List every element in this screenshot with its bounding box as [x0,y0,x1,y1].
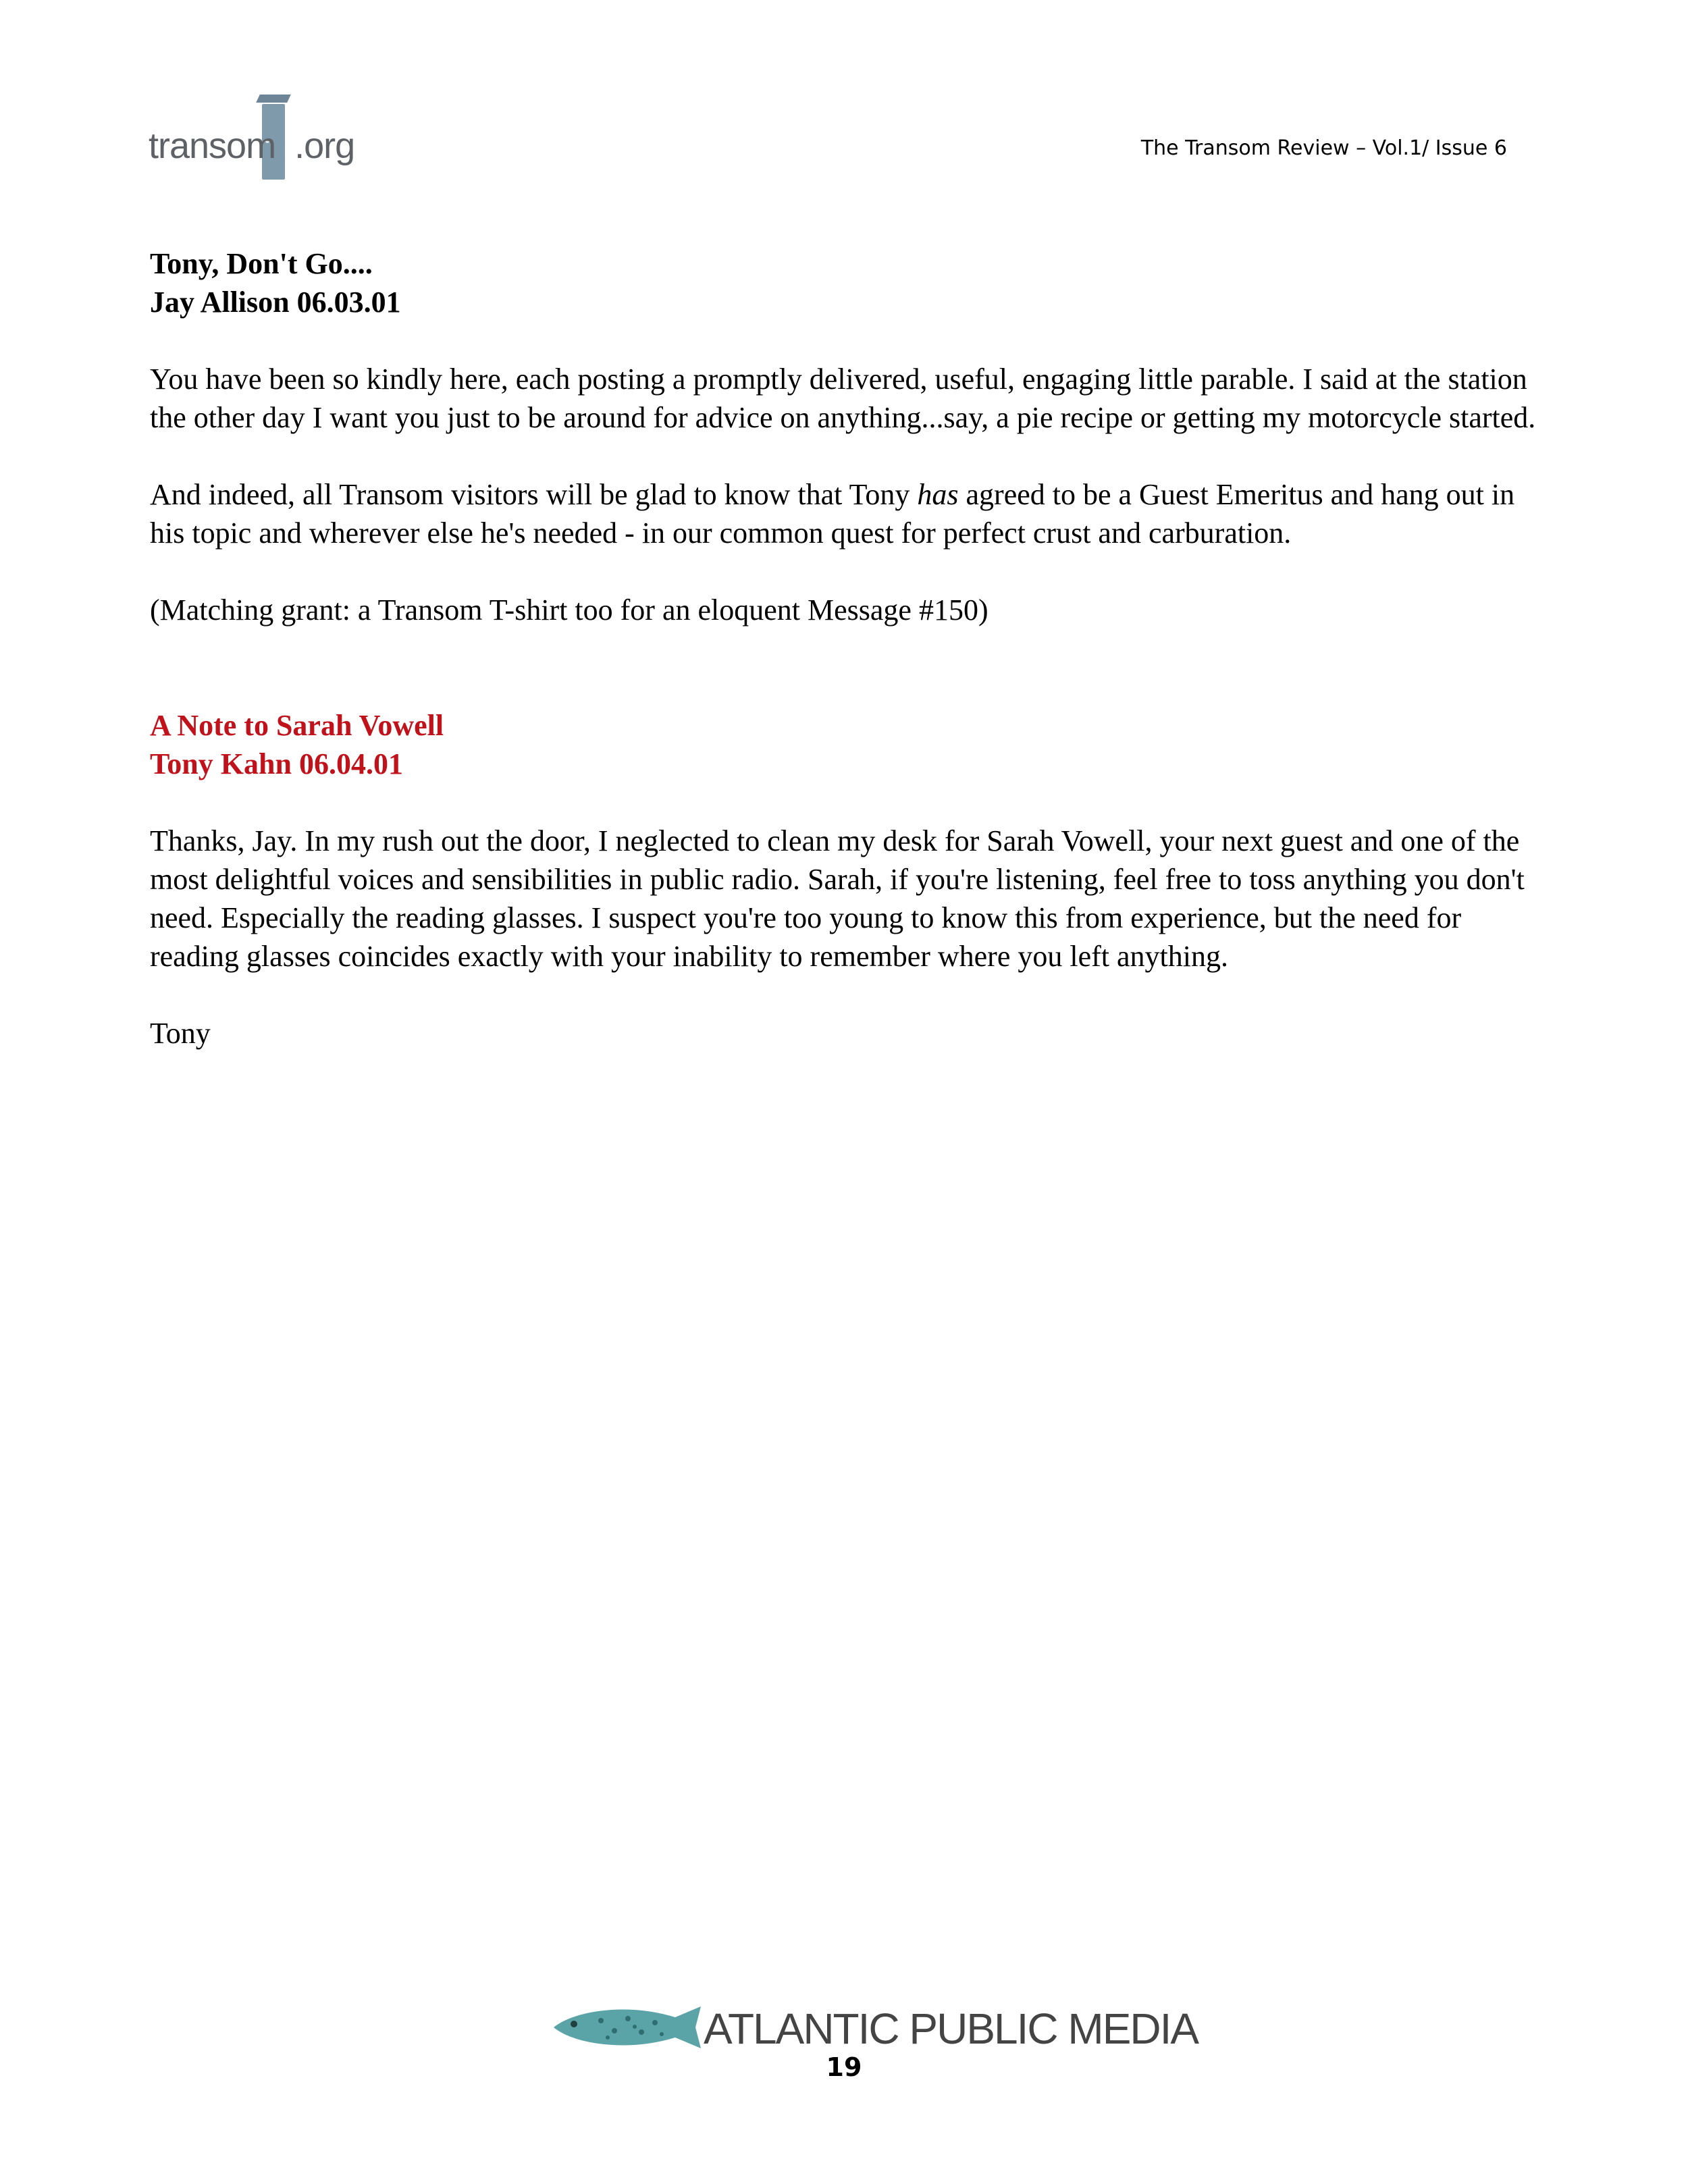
post-byline: Jay Allison 06.03.01 [150,286,401,319]
post-paragraph [150,475,1554,552]
transom-logo [149,95,355,186]
atlantic-public-media-logo [547,1997,1198,2058]
post-2 [150,706,1554,1053]
post-byline: Tony Kahn 06.04.01 [150,747,403,780]
fish-icon [547,1997,709,2058]
brand-name: ATLANTIC PUBLIC MEDIA [704,2004,1198,2053]
post-paragraph: (Matching grant: a Transom T-shirt too for an eloquent Message #150) [150,593,988,627]
post-title: Tony, Don't Go.... [150,247,373,280]
logo-text-org: .org [294,126,355,166]
post-paragraph: You have been so kindly here, each posting a promptly delivered, useful, engaging little parable. I said at the station the other day I want you just to be around for advice on anything...say, a pie recipe or getting my motorcycle started. [150,363,1536,434]
paragraph-text: And indeed, all Transom visitors will be glad to know that Tony [150,478,918,511]
transom-window-icon [256,95,291,103]
page-content [150,244,1554,1053]
post-1 [150,244,1554,629]
running-head: The Transom Review – Vol.1/ Issue 6 [1140,136,1507,160]
post-signature: Tony [150,1017,211,1050]
paragraph-text: agreed to be a Guest Emeritus and hang out in his topic and wherever else he's needed - in our common quest for perfect crust and carburation. [150,478,1515,550]
post-paragraph: Thanks, Jay. In my rush out the door, I neglected to clean my desk for Sarah Vowell, your next guest and one of the most delightful voices and sensibilities in public radio. Sarah, if you're listening, feel free to toss anything you don't need. Especially the reading glasses. I suspect you're too young to know this from experience, but the need for reading glasses coincides exactly with your inability to remember where you left anything. [150,824,1525,973]
logo-text-transom: transom [149,126,276,166]
emphasis-text: has [917,478,959,511]
post-title: A Note to Sarah Vowell [150,709,444,742]
page-number: 19 [826,2052,862,2082]
